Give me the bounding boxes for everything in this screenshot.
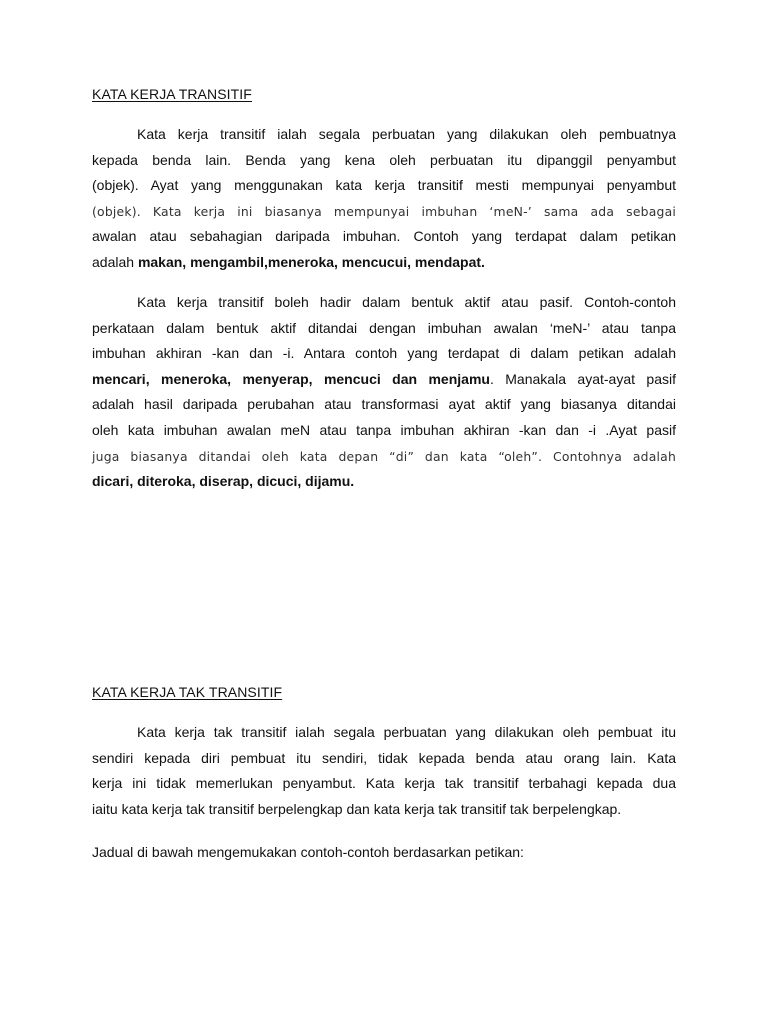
- text-line: oleh kata imbuhan awalan meN atau tanpa imbuhan akhiran -kan dan -i .Ayat pasif: [92, 421, 676, 438]
- text-line: juga biasanya ditandai oleh kata depan “di” dan kata “oleh”. Contohnya adalah: [92, 448, 676, 464]
- paragraph-table-intro: Jadual di bawah mengemukakan contoh-contoh berdasarkan petikan:: [92, 844, 524, 860]
- text-line: perkataan dalam bentuk aktif ditandai dengan imbuhan awalan ‘meN-’ atau tanpa: [92, 319, 676, 336]
- text-line: sendiri kepada diri pembuat itu sendiri, tidak kepada benda atau orang lain. Kata: [92, 749, 676, 766]
- text-span: Kata kerja tak transitif ialah segala perbuatan yang dilakukan oleh pembuat itu: [137, 724, 676, 740]
- text-line: [92, 720, 676, 746]
- text-line: [92, 469, 676, 495]
- text-line: awalan atau sebahagian daripada imbuhan. Contoh yang terdapat dalam petikan: [92, 228, 676, 245]
- text-line: (objek). Ayat yang menggunakan kata kerja transitif mesti mempunyai penyambut: [92, 177, 676, 194]
- text-line: kerja ini tidak memerlukan penyambut. Kata kerja tak transitif terbahagi kepada dua: [92, 775, 676, 792]
- text-span: Kata kerja transitif boleh hadir dalam bentuk aktif atau pasif. Contoh-contoh: [137, 294, 676, 310]
- paragraph-transitif-definition: [92, 122, 676, 276]
- text-line: [92, 122, 676, 148]
- text-line: [92, 290, 676, 316]
- text-line: [92, 367, 676, 393]
- text-line: kepada benda lain. Benda yang kena oleh perbuatan itu dipanggil penyambut: [92, 151, 676, 168]
- text-line: imbuhan akhiran -kan dan -i. Antara contoh yang terdapat di dalam petikan adalah: [92, 345, 676, 362]
- text-span: adalah: [92, 253, 138, 270]
- text-span: Kata kerja transitif ialah segala perbuatan yang dilakukan oleh pembuatnya: [137, 126, 676, 142]
- example-words-bold: makan, mengambil,meneroka, mencucui, mendapat.: [137, 253, 485, 270]
- example-words-bold: mencari, meneroka, menyerap, mencuci dan menjamu: [92, 370, 490, 387]
- section-heading-tak-transitif: KATA KERJA TAK TRANSITIF: [92, 684, 283, 700]
- text-line: adalah hasil daripada perubahan atau transformasi ayat aktif yang biasanya ditandai: [92, 396, 676, 413]
- paragraph-tak-transitif-definition: [92, 720, 676, 822]
- example-words-bold: dicari, diteroka, diserap, dicuci, dijamu.: [92, 473, 355, 490]
- text-line: iaitu kata kerja tak transitif berpelengkap dan kata kerja tak transitif tak berpelengkap.: [92, 800, 622, 817]
- paragraph-transitif-forms: [92, 290, 676, 495]
- text-line: (objek). Kata kerja ini biasanya mempunyai imbuhan ‘meN-’ sama ada sebagai: [92, 203, 676, 219]
- text-line: [92, 250, 676, 276]
- text-span: . Manakala ayat-ayat pasif: [489, 370, 676, 387]
- section-heading-transitif: KATA KERJA TRANSITIF: [92, 86, 252, 102]
